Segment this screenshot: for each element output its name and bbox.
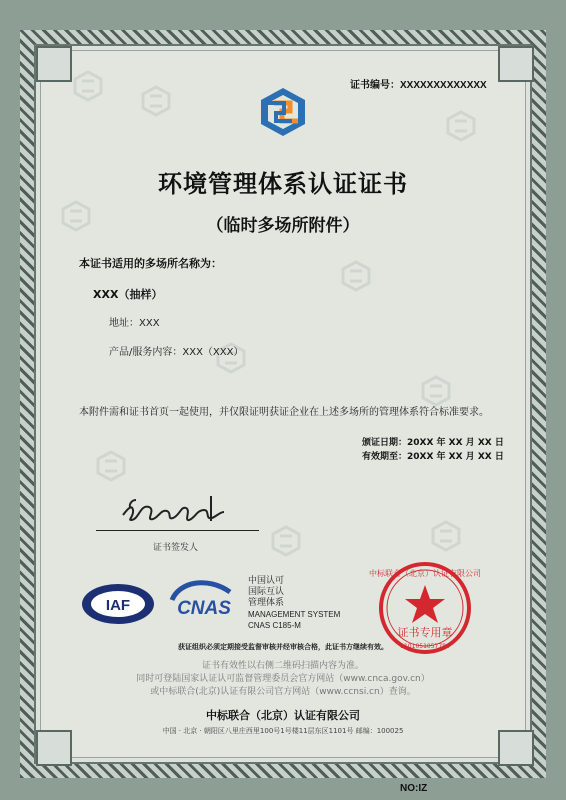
seal-code: 1101051057784 (400, 643, 450, 650)
accreditation-en-line1: MANAGEMENT SYSTEM (248, 610, 341, 619)
site-name: XXX（抽样） (93, 288, 163, 301)
issuer-name: 中标联合（北京）认证有限公司 (206, 709, 360, 722)
company-logo-icon (257, 86, 309, 138)
watermark-logo-icon (271, 526, 301, 556)
accreditation-en-line2: CNAS C185-M (248, 621, 301, 630)
validity-dates (362, 436, 504, 464)
cnas-text: CNAS (177, 598, 231, 619)
seal-center: 证书专用章 (397, 626, 453, 639)
products-services: 产品/服务内容：XXX（XXX） (109, 347, 244, 358)
accreditation-cn-line3: 管理体系 (248, 598, 285, 608)
validity-notice: 获证组织必须定期接受监督审核并经审核合格，此证书方继续有效。 (178, 643, 388, 651)
seal-text: 中标联合（北京）认证有限公司 (369, 569, 481, 578)
watermark-logo-icon (431, 521, 461, 551)
query-note-cnca: 同时可登陆国家认证认可监督管理委员会官方网站（www.cnca.gov.cn） (136, 674, 430, 684)
bottom-code: NO:IZ (400, 783, 428, 794)
signature-image (108, 491, 243, 527)
watermark-logo-icon (341, 261, 371, 291)
accreditation-text (248, 576, 340, 631)
accreditation-cn-line1: 中国认可 (248, 576, 285, 586)
site-section-label: 本证书适用的多场所名称为： (79, 257, 222, 270)
iaf-text: IAF (105, 597, 131, 614)
watermark-logo-icon (96, 451, 126, 481)
watermark-logo-icon (141, 86, 171, 116)
issue-date: 颁证日期：20XX 年 XX 月 XX 日 (362, 438, 504, 448)
cnas-logo-icon (167, 576, 241, 628)
watermark-logo-icon (421, 376, 451, 406)
certificate-subtitle: （临时多场所附件） (206, 216, 360, 236)
iaf-logo-icon (80, 582, 156, 626)
expiry-date: 有效期至：20XX 年 XX 月 XX 日 (362, 452, 504, 462)
certificate-title: 环境管理体系认证证书 (158, 170, 408, 198)
signatory-label: 证书签发人 (153, 543, 199, 553)
signature-line (96, 530, 259, 531)
certificate-number: 证书编号：XXXXXXXXXXXXX (350, 80, 487, 91)
site-address: 地址：XXX (109, 318, 160, 329)
accreditation-cn-line2: 国际互认 (248, 587, 285, 597)
corner-ornament (498, 46, 534, 82)
query-note-company: 或中标联合(北京)认证有限公司官方网站（www.ccnsi.cn）查询。 (150, 687, 416, 697)
watermark-logo-icon (446, 111, 476, 141)
watermark-logo-icon (73, 71, 103, 101)
usage-statement: 本附件需和证书首页一起使用，并仅限证明获证企业在上述多场所的管理体系符合标准要求。 (79, 407, 489, 418)
corner-ornament (36, 46, 72, 82)
validity-note: 证书有效性以右侧二维码扫描内容为准。 (201, 661, 364, 671)
issuer-address: 中国 · 北京 · 朝阳区八里庄西里100号1号楼11层东区1101号 邮编：100025 (162, 727, 404, 735)
